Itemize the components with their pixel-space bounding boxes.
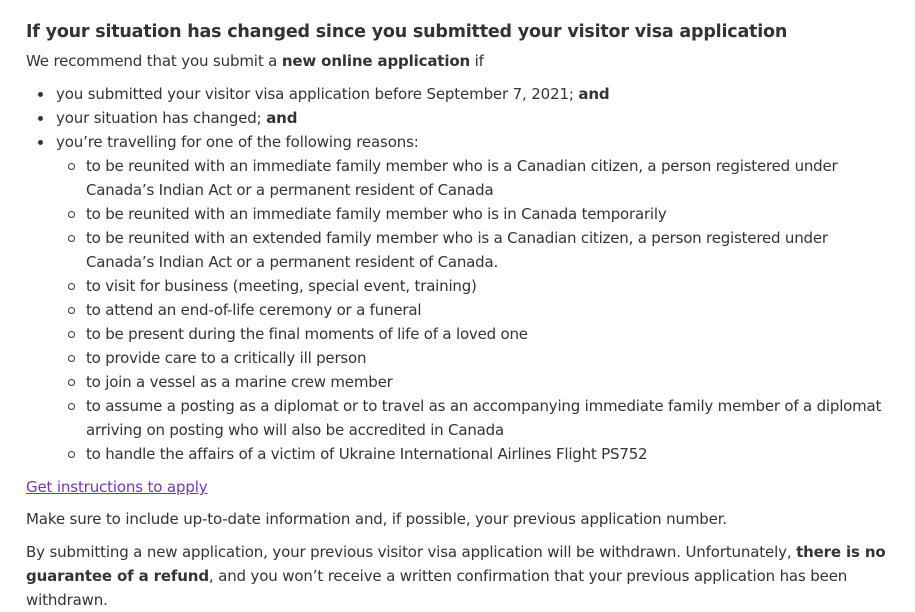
reason-item: to join a vessel as a marine crew member [56, 370, 893, 394]
condition-text: your situation has changed; [56, 109, 267, 127]
withdrawn-prefix: By submitting a new application, your previous visitor visa application will be withdrawn. Unfortunately, [26, 543, 797, 561]
conditions-list [26, 82, 893, 466]
condition-item [26, 130, 893, 466]
reason-item: to be reunited with an immediate family member who is in Canada temporarily [56, 202, 893, 226]
withdrawn-suffix: , and you won’t receive a written confirmation that your previous application has been withdrawn. [26, 567, 848, 609]
condition-text: you submitted your visitor visa application before September 7, 2021; [56, 85, 579, 103]
get-instructions-link[interactable]: Get instructions to apply [26, 478, 208, 496]
reason-item: to provide care to a critically ill person [56, 346, 893, 370]
apply-link-line [26, 475, 893, 499]
intro-paragraph [26, 49, 893, 73]
reason-item: to be reunited with an extended family member who is a Canadian citizen, a person registered under Canada’s Indian Act or a permanent resident of Canada. [56, 226, 893, 274]
reason-item: to assume a posting as a diplomat or to travel as an accompanying immediate family member of a diplomat arriving on posting who will also be accredited in Canada [56, 394, 893, 442]
reason-item: to be reunited with an immediate family member who is a Canadian citizen, a person registered under Canada’s Indian Act or a permanent resident of Canada [56, 154, 893, 202]
reason-item: to handle the affairs of a victim of Ukraine International Airlines Flight PS752 [56, 442, 893, 466]
reason-item: to visit for business (meeting, special event, training) [56, 274, 893, 298]
intro-suffix: if [470, 52, 484, 70]
intro-prefix: We recommend that you submit a [26, 52, 282, 70]
condition-item [26, 82, 893, 106]
condition-connector: and [578, 85, 610, 103]
condition-text: you’re travelling for one of the following reasons: [56, 133, 419, 151]
section-heading: If your situation has changed since you submitted your visitor visa application [26, 22, 788, 42]
withdrawn-emphasis: there is no guarantee of a refund [26, 543, 886, 585]
reason-item: to be present during the final moments of life of a loved one [56, 322, 893, 346]
condition-item [26, 106, 893, 130]
reasons-list [56, 154, 893, 466]
include-note: Make sure to include up-to-date information and, if possible, your previous application number. [26, 510, 728, 528]
withdrawn-note [26, 540, 893, 612]
condition-connector: and [266, 109, 298, 127]
intro-emphasis: new online application [281, 52, 471, 70]
reason-item: to attend an end-of-life ceremony or a funeral [56, 298, 893, 322]
